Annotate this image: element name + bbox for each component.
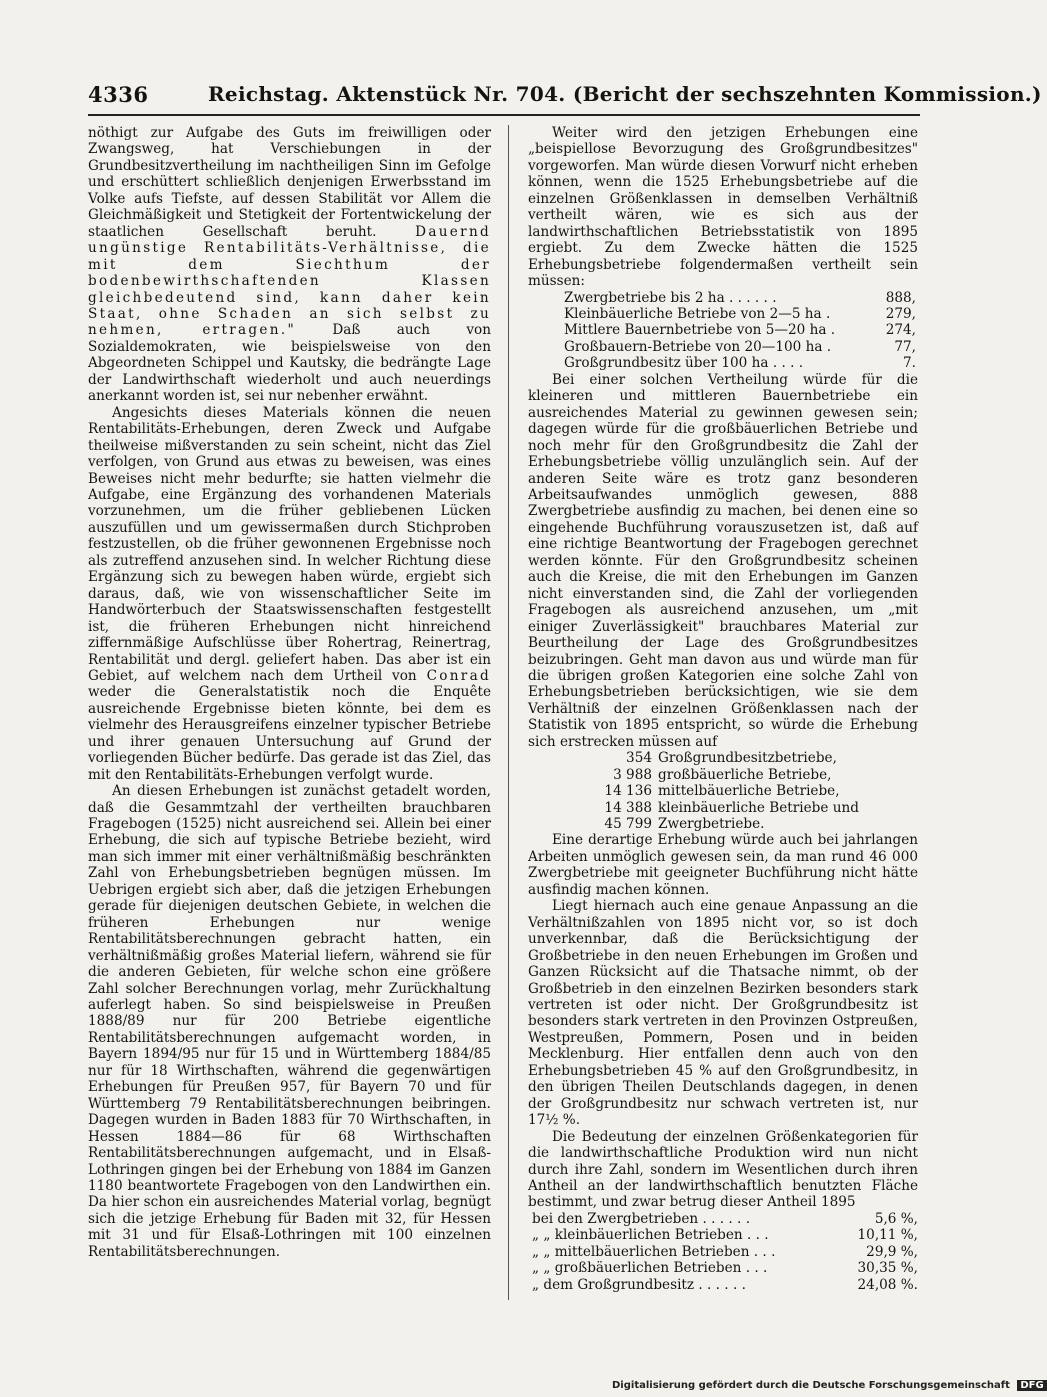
table-label: „ „ kleinbäuerlichen Betrieben . . . — [532, 1227, 769, 1244]
paragraph: Eine derartige Erhebung würde auch bei jahrlangen Arbeiten unmöglich gewesen sein, da man rund 46 000 Zwergbetriebe mit geeigneter Buchführung nicht hätte ausfindig machen können. — [528, 832, 918, 898]
page-header — [88, 80, 1042, 116]
author-name: Conrad — [426, 667, 492, 684]
table-value: 888, — [885, 289, 916, 306]
table-label: kleinbäuerliche Betriebe und — [658, 799, 859, 816]
table-row — [594, 783, 918, 799]
table-row — [564, 339, 916, 355]
column-divider — [508, 125, 509, 1300]
required-counts-table — [594, 750, 918, 832]
table-value: 14 388 — [604, 799, 652, 816]
paragraph — [88, 405, 491, 783]
paragraph: Die Bedeutung der einzelnen Größenkategorien für die landwirthschaftliche Produktion wird nun nicht durch ihre Zahl, sondern im Wesentlichen durch ihren Antheil an der landwirthschaftlich benutzten Fläche bestimmt, und zwar betrug dieser Antheil 1895 — [528, 1128, 918, 1211]
table-value: 14 136 — [604, 783, 652, 800]
table-label: Großbauern-Betriebe von 20—100 ha . — [564, 338, 832, 355]
running-head: Reichstag. Aktenstück Nr. 704. (Bericht der sechszehnten Kommission.) — [208, 82, 1042, 106]
table-label: großbäuerliche Betriebe, — [658, 766, 832, 783]
paragraph-text: Daß auch von Sozialdemokraten, wie beispielsweise von den Abgeordneten Schippel und Kautsky, die bedrängte Lage der Landwirthschaft wiederholt und auch neuerdings anerkannt worden ist, sei nur nebenher erwähnt. — [88, 322, 491, 405]
table-label: Kleinbäuerliche Betriebe von 2—5 ha . — [564, 305, 831, 322]
table-value: 5,6 %, — [874, 1210, 918, 1227]
paragraph-quote-spaced: Dauernd ungünstige Rentabilitäts-Verhältnisse, die mit dem Siechthum der bodenbewirthschaftenden Klassen gleichbedeutend sind, kann daher kein Staat, ohne Schaden an sich selbst zu nehmen, ertragen." — [88, 223, 491, 339]
paragraph: An diesen Erhebungen ist zunächst getadelt worden, daß die Gesammtzahl der vertheilten brauchbaren Fragebogen (1525) nicht ausreichend sei. Allein bei einer Erhebung, die sich auf typische Betriebe bezieht, wird man sich immer mit einer verhältnißmäßig beschränkten Zahl von Erhebungsbetrieben begnügen müssen. Im Uebrigen ergiebt sich aber, daß die jetzigen Erhebungen gerade für diejenigen deutschen Gebiete, in welchen die früheren Erhebungen nur wenige Rentabilitätsberechnungen gebracht hatten, ein verhältnißmäßig großes Material liefern, während sie für die anderen Gebieten, für welche schon eine größere Zahl solcher Berechnungen vorlag, mehr Zurückhaltung auferlegt haben. So sind beispielsweise in Preußen 1888/89 nur für 200 Betriebe eigentliche Rentabilitätsberechnungen aufgemacht worden, in Bayern 1894/95 nur für 15 und in Württemberg 1884/85 nur für 18 Wirthschaften, während die gegenwärtigen Erhebungen für Preußen 957, für Bayern 70 und für Württemberg 79 Rentabilitätsberechnungen beibringen. Dagegen wurden in Baden 1883 für 70 Wirthschaften, in Hessen 1884—86 für 68 Wirthschaften Rentabilitätsberechnungen aufgemacht, und in Elsaß-Lothringen gingen bei der Erhebung von 1884 im Ganzen 1180 beantwortete Fragebogen von den Landwirthen ein. Da hier schon ein ausreichendes Material vorlag, begnügt sich die jetzige Erhebung für Baden mit 32, für Hessen mit 31 und für Elsaß-Lothringen mit 100 einzelnen Rentabilitätsberechnungen. — [88, 783, 491, 1260]
table-label: mittelbäuerliche Betriebe, — [658, 783, 840, 800]
table-label: Mittlere Bauernbetriebe von 5—20 ha . — [564, 322, 836, 339]
table-row — [564, 290, 916, 306]
table-value: 24,08 %. — [857, 1276, 918, 1293]
area-share-table — [528, 1211, 918, 1293]
table-value: 10,11 %, — [857, 1227, 918, 1244]
distribution-table — [564, 290, 916, 372]
table-label: „ „ großbäuerlichen Betrieben . . . — [532, 1260, 768, 1277]
table-row — [594, 750, 918, 766]
page-number: 4336 — [88, 82, 149, 107]
table-row — [564, 355, 916, 371]
left-column — [88, 125, 491, 1260]
paragraph-text: nöthigt zur Aufgabe des Guts im freiwilligen oder Zwangsweg, hat Verschiebungen in der Grundbesitzvertheilung im nachtheiligen Sinn im Gefolge und erschüttert schließlich denjenigen Erwerbsstand im Volke aufs Tiefste, auf dessen Stabilität vor Allem die Gleichmäßigkeit und Stetigkeit der Fortentwickelung der staatlichen Gesellschaft beruht. — [88, 125, 491, 240]
paragraph: Bei einer solchen Vertheilung würde für die kleineren und mittleren Bauernbetriebe ein ausreichendes Material zu gewinnen gewesen sein; dagegen würde für die großbäuerlichen Betriebe und noch mehr für den Großgrundbesitz die Zahl der Erhebungsbetriebe völlig unzulänglich sein. Auf der anderen Seite wäre es trotz ganz besonderen Arbeitsaufwandes unmöglich gewesen, 888 Zwergbetriebe ausfindig zu machen, bei denen eine so eingehende Buchführung vorauszusetzen ist, daß auf eine richtige Beantwortung der Fragebogen gerechnet werden könnte. Für den Großgrundbesitz scheinen auch die Kreise, die mit den Erhebungen im Ganzen nicht einverstanden sind, die Zahl der vorliegenden Fragebogen als ausreichend anzusehen, um „mit einiger Zuverlässigkeit" brauchbares Material zur Beurtheilung der Lage des Großgrundbesitzes beizubringen. Geht man davon aus und würde man für die übrigen großen Kategorien eine solche Zahl von Erhebungsbetrieben berücksichtigen, wie sie dem Verhältniß der einzelnen Größenklassen nach der Statistik von 1895 entspricht, so würde die Erhebung sich erstrecken müssen auf — [528, 371, 918, 750]
table-row — [528, 1244, 918, 1260]
right-column — [528, 125, 918, 1293]
table-label: „ dem Großgrundbesitz . . . . . . — [532, 1276, 746, 1293]
table-label: bei den Zwergbetrieben . . . . . . — [532, 1210, 751, 1227]
table-value: 77, — [894, 338, 916, 355]
table-value: 3 988 — [613, 766, 652, 783]
table-value: 30,35 %, — [857, 1260, 918, 1277]
table-label: „ „ mittelbäuerlichen Betrieben . . . — [532, 1243, 776, 1260]
table-value: 7. — [903, 355, 916, 372]
table-label: Großgrundbesitz über 100 ha . . . . — [564, 355, 804, 372]
table-row — [594, 816, 918, 832]
table-row — [528, 1277, 918, 1293]
table-label: Zwergbetriebe. — [658, 816, 765, 833]
table-row — [594, 767, 918, 783]
table-row — [594, 800, 918, 816]
digitization-footer — [612, 1380, 1044, 1397]
table-row — [564, 306, 916, 322]
table-value: 274, — [885, 322, 916, 339]
table-row — [528, 1211, 918, 1227]
table-label: Großgrundbesitzbetriebe, — [658, 750, 837, 767]
paragraph-text: Angesichts dieses Materials können die neuen Rentabilitäts-Erhebungen, deren Zweck und Aufgabe theilweise mißverstanden zu sein scheint, nicht das Ziel verfolgen, von Grund aus etwas zu beweisen, was eines Beweises nicht mehr bedurfte; sie hatten vielmehr die Aufgabe, eine Ergänzung des vorhandenen Materials vorzunehmen, um die früher gebliebenen Lücken auszufüllen und um gewissermaßen durch Stichproben festzustellen, ob die früher gewonnenen Ergebnisse noch als zutreffend anzusehen sind. In welcher Richtung diese Ergänzung sich zu bewegen haben würde, ergiebt sich daraus, daß, wie von wissenschaftlicher Seite im Handwörterbuch der Staatswissenschaften festgestellt ist, die früheren Erhebungen nicht hinreichend ziffernmäßige Aufschlüsse über Rohertrag, Reinertrag, Rentabilität und dergl. geliefert haben. Das aber ist ein Gebiet, auf welchem nach dem Urtheil von — [88, 404, 491, 684]
paragraph: Weiter wird den jetzigen Erhebungen eine „beispiellose Bevorzugung des Großgrundbesitzes" vorgeworfen. Man würde diesen Vorwurf nicht erheben können, wenn die 1525 Erhebungsbetriebe auf die einzelnen Größenklassen in demselben Verhältniß vertheilt wären, wie es sich aus der landwirthschaftlichen Betriebsstatistik von 1895 ergiebt. Zu dem Zwecke hätten die 1525 Erhebungsbetriebe folgendermaßen vertheilt sein müssen: — [528, 125, 918, 290]
table-value: 279, — [885, 305, 916, 322]
table-value: 29,9 %, — [866, 1243, 918, 1260]
table-row — [528, 1260, 918, 1276]
paragraph: Liegt hiernach auch eine genaue Anpassung an die Verhältnißzahlen von 1895 nicht vor, so ist doch unverkennbar, daß die Berücksichtigung der Großbetriebe in den neuen Erhebungen im Großen und Ganzen Rücksicht auf die Thatsache nimmt, ob der Großbetrieb in den einzelnen Bezirken besonders stark vertreten ist oder nicht. Der Großgrundbesitz ist besonders stark vertreten in den Provinzen Ostpreußen, Westpreußen, Pommern, Posen und in beiden Mecklenburg. Hier entfallen denn auch von den Erhebungsbetrieben 45 % auf den Großgrundbesitz, in den übrigen Theilen Deutschlands dagegen, in denen der Großgrundbesitz nur schwach vertreten ist, nur 17½ %. — [528, 898, 918, 1129]
paragraph-text: weder die Generalstatistik noch die Enquête ausreichende Ergebnisse bieten könnte, bei dem es vielmehr des Herausgreifens einzelner typischer Betriebe und ihrer genauen Untersuchung auf Grund der vorliegenden Bücher bedürfe. Das gerade ist das Ziel, das mit den Rentabilitäts-Erhebungen verfolgt wurde. — [88, 684, 491, 783]
footer-text: Digitalisierung gefördert durch die Deutsche Forschungsgemeinschaft — [612, 1380, 1010, 1391]
table-label: Zwergbetriebe bis 2 ha . . . . . . — [564, 289, 777, 306]
table-value: 354 — [626, 750, 652, 767]
paragraph — [88, 125, 491, 405]
table-value: 45 799 — [604, 816, 652, 833]
table-row — [564, 322, 916, 338]
table-row — [528, 1227, 918, 1243]
dfg-logo: DFG — [1017, 1380, 1046, 1391]
